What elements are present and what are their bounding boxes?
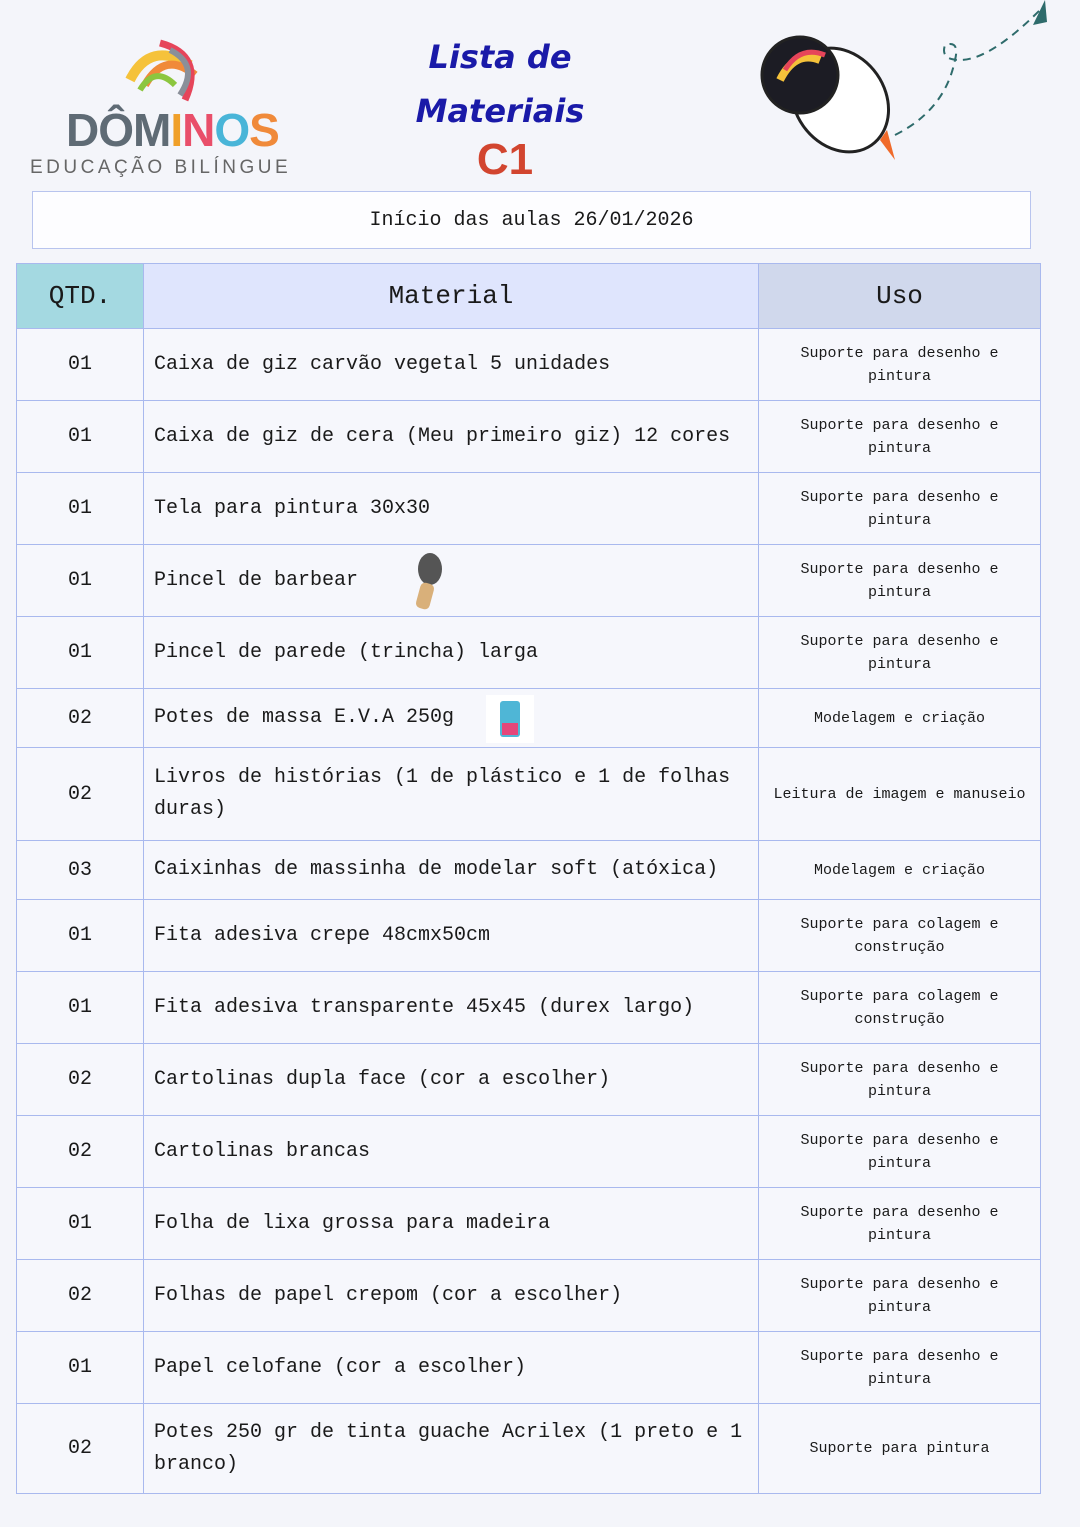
use-cell: Suporte para desenho e pintura bbox=[759, 1188, 1041, 1260]
qty-cell: 02 bbox=[17, 689, 144, 748]
use-cell: Suporte para desenho e pintura bbox=[759, 1332, 1041, 1404]
qty-cell: 01 bbox=[17, 473, 144, 545]
material-cell: Papel celofane (cor a escolher) bbox=[144, 1332, 759, 1404]
material-cell: Tela para pintura 30x30 bbox=[144, 473, 759, 545]
title-line1: Lista de bbox=[428, 38, 572, 76]
logo-subtitle: EDUCAÇÃO BILÍNGUE bbox=[30, 157, 292, 178]
material-cell: Caixa de giz carvão vegetal 5 unidades bbox=[144, 329, 759, 401]
use-cell: Suporte para desenho e pintura bbox=[759, 617, 1041, 689]
school-logo bbox=[30, 35, 300, 185]
material-cell: Folha de lixa grossa para madeira bbox=[144, 1188, 759, 1260]
qty-cell: 02 bbox=[17, 1404, 144, 1494]
use-cell: Modelagem e criação bbox=[759, 841, 1041, 900]
qty-cell: 01 bbox=[17, 1332, 144, 1404]
material-cell: Fita adesiva transparente 45x45 (durex largo) bbox=[144, 972, 759, 1044]
use-cell: Leitura de imagem e manuseio bbox=[759, 748, 1041, 841]
qty-cell: 01 bbox=[17, 1188, 144, 1260]
material-cell: Potes de massa E.V.A 250g bbox=[144, 689, 759, 748]
logo-wordmark: DÔMINOS bbox=[66, 104, 279, 156]
table-row bbox=[17, 689, 1041, 748]
table-row bbox=[17, 1116, 1041, 1188]
header-material: Material bbox=[144, 264, 759, 329]
table-row bbox=[17, 841, 1041, 900]
qty-cell: 01 bbox=[17, 329, 144, 401]
table-row bbox=[17, 617, 1041, 689]
qty-cell: 02 bbox=[17, 1260, 144, 1332]
material-cell: Pincel de barbear bbox=[144, 545, 759, 617]
use-cell: Suporte para desenho e pintura bbox=[759, 401, 1041, 473]
table-row bbox=[17, 1044, 1041, 1116]
table-row bbox=[17, 1260, 1041, 1332]
materials-table bbox=[16, 263, 1041, 1494]
class-code: C1 bbox=[476, 135, 534, 184]
shaving-brush-image-icon bbox=[406, 551, 446, 613]
table-row bbox=[17, 900, 1041, 972]
qty-cell: 01 bbox=[17, 900, 144, 972]
use-cell: Suporte para desenho e pintura bbox=[759, 1260, 1041, 1332]
table-row bbox=[17, 473, 1041, 545]
qty-cell: 01 bbox=[17, 545, 144, 617]
material-cell: Cartolinas dupla face (cor a escolher) bbox=[144, 1044, 759, 1116]
qty-cell: 02 bbox=[17, 1116, 144, 1188]
use-cell: Suporte para desenho e pintura bbox=[759, 473, 1041, 545]
table-row bbox=[17, 545, 1041, 617]
title-line2: Materiais bbox=[415, 92, 585, 130]
table-header-row bbox=[17, 264, 1041, 329]
use-cell: Suporte para colagem e construção bbox=[759, 900, 1041, 972]
table-row bbox=[17, 1404, 1041, 1494]
table-row bbox=[17, 401, 1041, 473]
material-cell: Caixa de giz de cera (Meu primeiro giz) 12 cores bbox=[144, 401, 759, 473]
qty-cell: 02 bbox=[17, 748, 144, 841]
qty-cell: 01 bbox=[17, 972, 144, 1044]
use-cell: Suporte para desenho e pintura bbox=[759, 329, 1041, 401]
material-cell: Pincel de parede (trincha) larga bbox=[144, 617, 759, 689]
page-title bbox=[400, 30, 600, 138]
astronaut-illustration-icon bbox=[755, 0, 1055, 170]
use-cell: Modelagem e criação bbox=[759, 689, 1041, 748]
qty-cell: 01 bbox=[17, 401, 144, 473]
material-cell: Caixinhas de massinha de modelar soft (atóxica) bbox=[144, 841, 759, 900]
use-cell: Suporte para colagem e construção bbox=[759, 972, 1041, 1044]
use-cell: Suporte para desenho e pintura bbox=[759, 1116, 1041, 1188]
header-qty: QTD. bbox=[17, 264, 144, 329]
table-row bbox=[17, 1332, 1041, 1404]
qty-cell: 02 bbox=[17, 1044, 144, 1116]
material-cell: Fita adesiva crepe 48cmx50cm bbox=[144, 900, 759, 972]
qty-cell: 03 bbox=[17, 841, 144, 900]
material-cell: Cartolinas brancas bbox=[144, 1116, 759, 1188]
material-cell: Livros de histórias (1 de plástico e 1 de folhas duras) bbox=[144, 748, 759, 841]
material-cell: Potes 250 gr de tinta guache Acrilex (1 preto e 1 branco) bbox=[144, 1404, 759, 1494]
header-use: Uso bbox=[759, 264, 1041, 329]
use-cell: Suporte para desenho e pintura bbox=[759, 1044, 1041, 1116]
table-row bbox=[17, 748, 1041, 841]
table-row bbox=[17, 1188, 1041, 1260]
material-cell: Folhas de papel crepom (cor a escolher) bbox=[144, 1260, 759, 1332]
use-cell: Suporte para desenho e pintura bbox=[759, 545, 1041, 617]
qty-cell: 01 bbox=[17, 617, 144, 689]
table-row bbox=[17, 972, 1041, 1044]
start-date-banner: Início das aulas 26/01/2026 bbox=[32, 191, 1031, 249]
use-cell: Suporte para pintura bbox=[759, 1404, 1041, 1494]
table-row bbox=[17, 329, 1041, 401]
eva-dough-pot-image-icon bbox=[486, 695, 534, 743]
